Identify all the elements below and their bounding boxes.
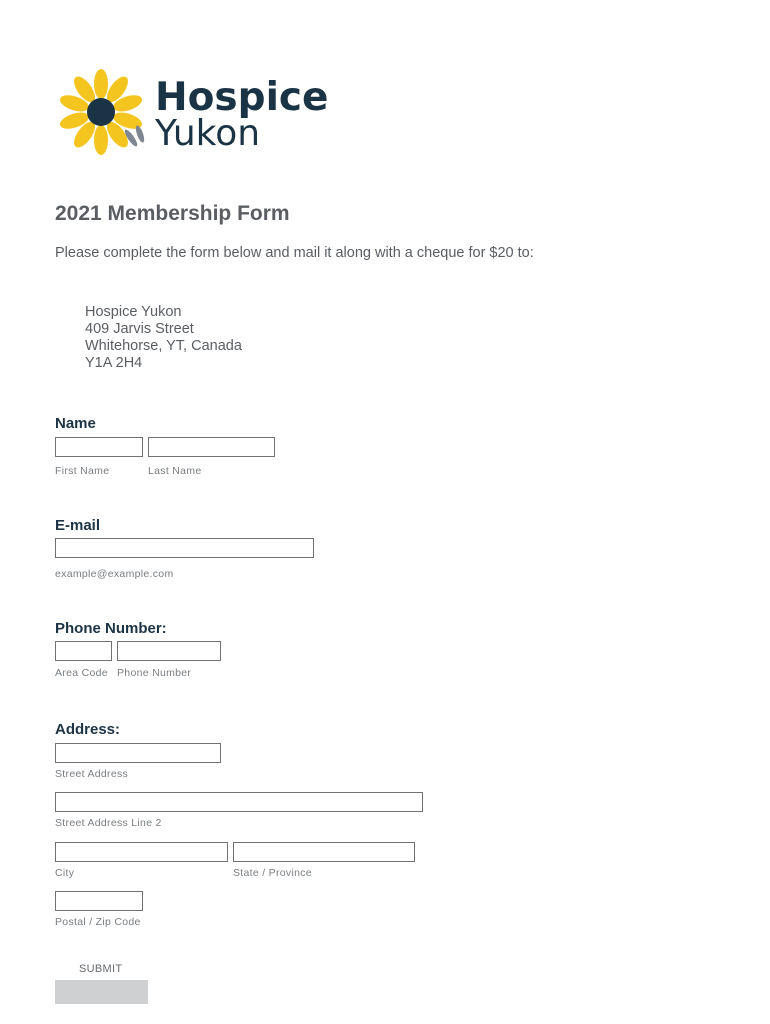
city-sublabel: City [55, 867, 75, 879]
street-address-sublabel: Street Address [55, 768, 129, 780]
first-name-input[interactable] [55, 437, 143, 457]
area-code-sublabel: Area Code [55, 667, 108, 679]
mailing-address-line: Whitehorse, YT, Canada [85, 338, 242, 354]
mailing-address-line: 409 Jarvis Street [85, 321, 194, 337]
address-label: Address: [55, 721, 121, 738]
hospice-yukon-logo [55, 64, 329, 160]
submit-label: SUBMIT [79, 963, 123, 975]
email-label: E-mail [55, 517, 101, 534]
email-sublabel: example@example.com [55, 568, 174, 580]
form-intro: Please complete the form below and mail it along with a cheque for $20 to: [55, 245, 534, 261]
city-input[interactable] [55, 842, 228, 862]
phone-label: Phone Number: [55, 620, 167, 637]
last-name-sublabel: Last Name [148, 465, 202, 477]
submit-button[interactable] [55, 980, 148, 1004]
mailing-address-line: Y1A 2H4 [85, 355, 143, 371]
area-code-input[interactable] [55, 641, 112, 661]
logo-text-yukon: Yukon [155, 113, 261, 154]
street-address-line2-sublabel: Street Address Line 2 [55, 817, 162, 829]
logo-text-hospice: Hospice [155, 75, 329, 120]
postal-code-input[interactable] [55, 891, 143, 911]
sunflower-icon [55, 64, 150, 160]
postal-code-sublabel: Postal / Zip Code [55, 916, 141, 928]
mailing-address-line: Hospice Yukon [85, 304, 182, 320]
form-title: 2021 Membership Form [55, 202, 290, 225]
state-province-sublabel: State / Province [233, 867, 312, 879]
state-province-input[interactable] [233, 842, 415, 862]
street-address-line2-input[interactable] [55, 792, 423, 812]
phone-number-sublabel: Phone Number [117, 667, 192, 679]
name-label: Name [55, 415, 96, 432]
first-name-sublabel: First Name [55, 465, 110, 477]
phone-number-input[interactable] [117, 641, 221, 661]
last-name-input[interactable] [148, 437, 275, 457]
street-address-input[interactable] [55, 743, 221, 763]
email-field[interactable] [55, 538, 314, 558]
